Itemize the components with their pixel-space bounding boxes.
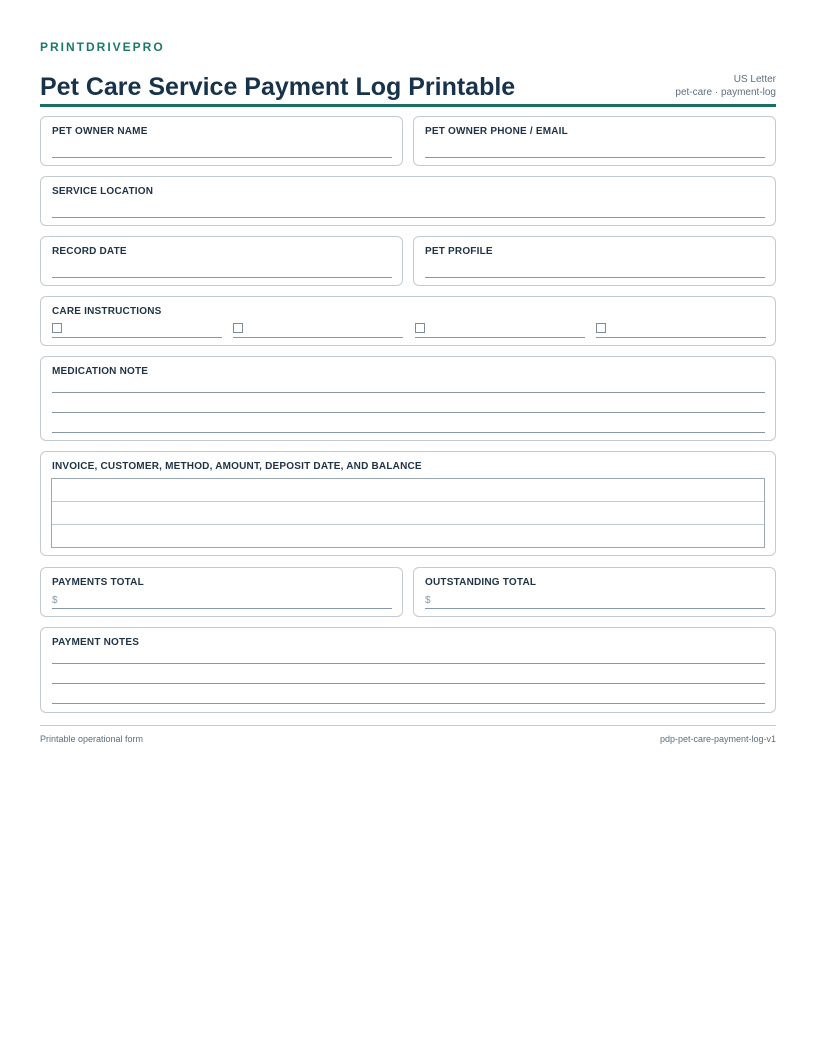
owner-name-label: PET OWNER NAME (52, 126, 148, 137)
outstanding-total-line[interactable] (425, 594, 765, 609)
checkbox[interactable] (233, 323, 243, 333)
paper-size: US Letter (733, 74, 776, 85)
brand-name: PRINTDRIVEPRO (40, 40, 165, 54)
payment-table-label: INVOICE, CUSTOMER, METHOD, AMOUNT, DEPOSIT DATE, AND BALANCE (52, 461, 422, 472)
care-item-2[interactable] (233, 323, 403, 338)
table-row[interactable] (52, 502, 764, 525)
payments-total-field[interactable] (40, 567, 403, 617)
table-row[interactable] (52, 479, 764, 502)
care-item-4[interactable] (596, 323, 766, 338)
checkbox[interactable] (415, 323, 425, 333)
outstanding-total-field[interactable] (413, 567, 776, 617)
record-date-label: RECORD DATE (52, 246, 127, 257)
service-location-label: SERVICE LOCATION (52, 186, 154, 197)
payments-total-label: PAYMENTS TOTAL (52, 577, 144, 588)
payment-notes-line[interactable] (52, 703, 765, 704)
pet-profile-line[interactable] (425, 277, 765, 278)
pet-profile-field[interactable] (413, 236, 776, 286)
currency-symbol: $ (425, 595, 431, 606)
payment-notes-field[interactable] (40, 627, 776, 713)
owner-contact-line[interactable] (425, 157, 765, 158)
footer-left-text: Printable operational form (40, 734, 144, 744)
record-date-field[interactable] (40, 236, 403, 286)
owner-name-field[interactable] (40, 116, 403, 166)
payment-notes-line[interactable] (52, 683, 765, 684)
currency-symbol: $ (52, 595, 58, 606)
document-tags: pet-care · payment-log (675, 87, 776, 98)
checkbox[interactable] (52, 323, 62, 333)
owner-contact-label: PET OWNER PHONE / EMAIL (425, 126, 568, 137)
service-location-line[interactable] (52, 217, 765, 218)
header (40, 54, 776, 107)
payment-notes-line[interactable] (52, 663, 765, 664)
care-instructions-field (40, 296, 776, 346)
checkbox[interactable] (596, 323, 606, 333)
pet-profile-label: PET PROFILE (425, 246, 493, 257)
care-instructions-label: CARE INSTRUCTIONS (52, 306, 162, 317)
medication-note-line[interactable] (52, 412, 765, 413)
record-date-line[interactable] (52, 277, 392, 278)
medication-note-line[interactable] (52, 432, 765, 433)
table-row[interactable] (52, 525, 764, 547)
form-id: pdp-pet-care-payment-log-v1 (659, 734, 776, 744)
payment-notes-label: PAYMENT NOTES (52, 637, 140, 648)
payment-table (51, 478, 765, 548)
document-meta (675, 73, 776, 99)
outstanding-total-label: OUTSTANDING TOTAL (425, 577, 537, 588)
medication-note-label: MEDICATION NOTE (52, 366, 149, 377)
service-location-field[interactable] (40, 176, 776, 226)
footer (40, 725, 776, 744)
payment-log-section (40, 451, 776, 556)
care-item-3[interactable] (415, 323, 585, 338)
owner-contact-field[interactable] (413, 116, 776, 166)
page-title: Pet Care Service Payment Log Printable (40, 73, 516, 101)
owner-name-line[interactable] (52, 157, 392, 158)
medication-note-field[interactable] (40, 356, 776, 441)
medication-note-line[interactable] (52, 392, 765, 393)
payments-total-line[interactable] (52, 594, 392, 609)
form-page (40, 40, 776, 744)
care-item-1[interactable] (52, 323, 222, 338)
